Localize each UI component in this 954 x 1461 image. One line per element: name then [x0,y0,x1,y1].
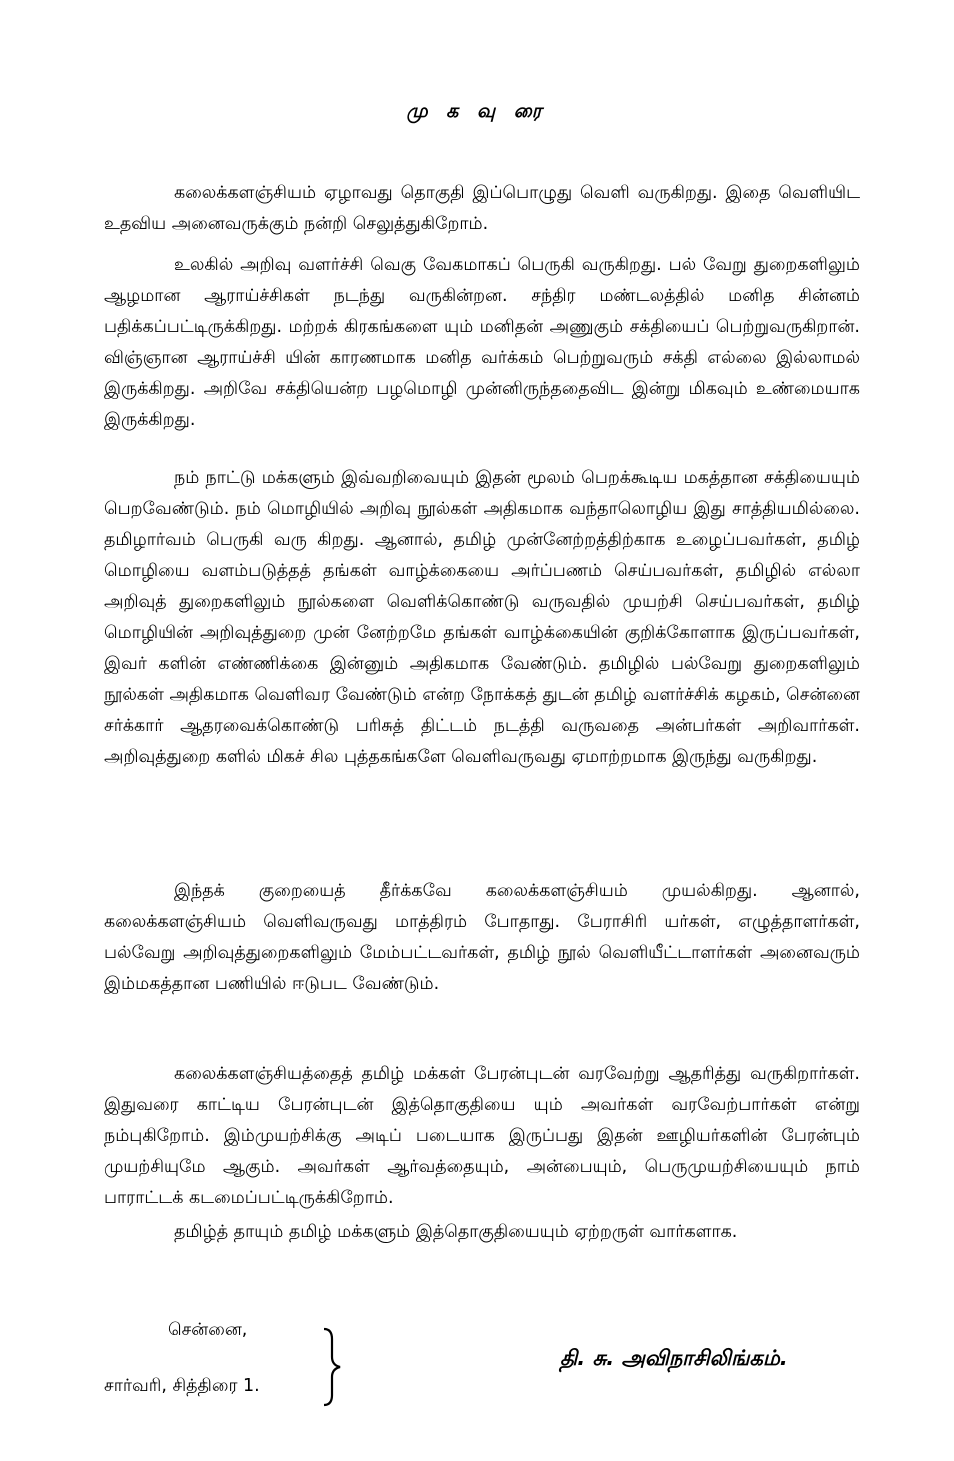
signature-city: சென்னை, [168,1320,248,1340]
paragraph-2: உலகில் அறிவு வளர்ச்சி வெகு வேகமாகப் பெருகி வருகிறது. பல் வேறு துறைகளிலும் ஆழமான ஆராய்ச்சிகள் நடந்து வருகின்றன. சந்திர மண்டலத்தில் மனித சின்னம் பதிக்கப்பட்டிருக்கிறது. மற்றக் கிரகங்களை யும் மனிதன் அணுகும் சக்தியைப் பெற்றுவருகிறான். விஞ்ஞான ஆராய்ச்சி யின் காரணமாக மனித வர்க்கம் பெற்றுவரும் சக்தி எல்லை இல்லாமல் இருக்கிறது. அறிவே சக்தியென்ற பழமொழி முன்னிருந்ததைவிட இன்று மிகவும் உண்மையாக இருக்கிறது. [104,255,860,430]
signature-date: சார்வரி, சித்திரை 1. [104,1376,260,1396]
paragraph-3: நம் நாட்டு மக்களும் இவ்வறிவையும் இதன் மூலம் பெறக்கூடிய மகத்தான சக்தியையும் பெறவேண்டும். நம் மொழியில் அறிவு நூல்கள் அதிகமாக வந்தாலொழிய இது சாத்தியமில்லை. தமிழார்வம் பெருகி வரு கிறது. ஆனால், தமிழ் முன்னேற்றத்திற்காக உழைப்பவர்கள், தமிழ் மொழியை வளம்படுத்தத் தங்கள் வாழ்க்கையை அர்ப்பணம் செய்பவர்கள், தமிழில் எல்லா அறிவுத் துறைகளிலும் நூல்களை வெளிக்கொண்டு வருவதில் முயற்சி செய்பவர்கள், தமிழ் மொழியின் அறிவுத்துறை முன் னேற்றமே தங்கள் வாழ்க்கையின் குறிக்கோளாக இருப்பவர்கள், இவர் களின் எண்ணிக்கை இன்னும் அதிகமாக வேண்டும். தமிழில் பல்வேறு துறைகளிலும் நூல்கள் அதிகமாக வெளிவர வேண்டும் என்ற நோக்கத் துடன் தமிழ் வளர்ச்சிக் கழகம், சென்னை சர்க்கார் ஆதரவைக்கொண்டு பரிசுத் திட்டம் நடத்தி வருவதை அன்பர்கள் அறிவார்கள். அறிவுத்துறை களில் மிகச் சில புத்தகங்களே வெளிவருவது ஏமாற்றமாக இருந்து வருகிறது. [104,468,860,767]
paragraph-6: தமிழ்த் தாயும் தமிழ் மக்களும் இத்தொகுதியையும் ஏற்றருள் வார்களாக. [174,1222,738,1242]
paragraph-1: கலைக்களஞ்சியம் ஏழாவது தொகுதி இப்பொழுது வெளி வருகிறது. இதை வெளியிட உதவிய அனைவருக்கும் நன்றி செலுத்துகிறோம். [104,183,860,234]
page-title: மு க வு ரை [406,100,548,122]
paragraph-4: இந்தக் குறையைத் தீர்க்கவே கலைக்களஞ்சியம் முயல்கிறது. ஆனால், கலைக்களஞ்சியம் வெளிவருவது மாத்திரம் போதாது. பேராசிரி யர்கள், எழுத்தாளர்கள், பல்வேறு அறிவுத்துறைகளிலும் மேம்பட்டவர்கள், தமிழ் நூல் வெளியீட்டாளர்கள் அனைவரும் இம்மகத்தான பணியில் ஈடுபட வேண்டும். [104,881,860,994]
curly-brace-icon [318,1327,348,1407]
paragraph-5: கலைக்களஞ்சியத்தைத் தமிழ் மக்கள் பேரன்புடன் வரவேற்று ஆதரித்து வருகிறார்கள். இதுவரை காட்டிய பேரன்புடன் இத்தொகுதியை யும் அவர்கள் வரவேற்பார்கள் என்று நம்புகிறோம். இம்முயற்சிக்கு அடிப் படையாக இருப்பது இதன் ஊழியர்களின் பேரன்பும் முயற்சியுமே ஆகும். அவர்கள் ஆர்வத்தையும், அன்பையும், பெருமுயற்சியையும் நாம் பாராட்டக் கடமைப்பட்டிருக்கிறோம். [104,1064,860,1208]
author-name: தி. சு. அவிநாசிலிங்கம். [560,1346,788,1370]
